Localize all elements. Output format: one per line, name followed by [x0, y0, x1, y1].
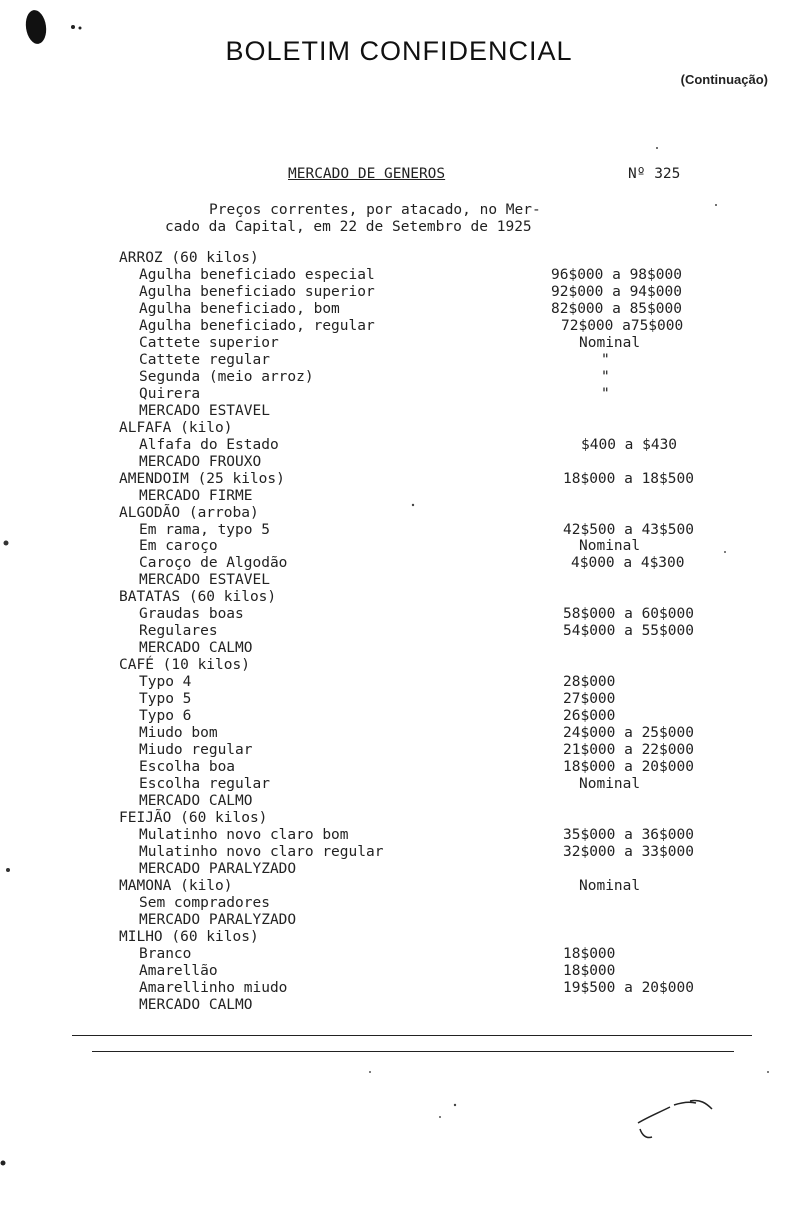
item-row [0, 640, 798, 657]
category-row [0, 878, 798, 895]
item-label: MERCADO PARALYZADO [139, 860, 297, 877]
item-label: Em caroço [139, 538, 218, 555]
price-list [0, 250, 798, 1014]
category-row [0, 657, 798, 674]
item-row [0, 895, 798, 912]
item-row [0, 488, 798, 505]
price-value: 92$000 a 94$000 [551, 283, 682, 300]
item-label: Caroço de Algodão [139, 555, 288, 572]
price-value: 18$000 a 20$000 [563, 759, 694, 776]
item-row [0, 963, 798, 980]
price-value: 18$000 [563, 945, 616, 962]
item-label: Escolha regular [139, 776, 270, 793]
item-label: Amarellão [139, 962, 218, 979]
item-row [0, 861, 798, 878]
price-value: 18$000 a 18$500 [563, 470, 694, 487]
item-row [0, 623, 798, 640]
item-row [0, 572, 798, 589]
item-label: MERCADO CALMO [139, 640, 253, 657]
item-label: Agulha beneficiado, regular [139, 317, 375, 334]
divider-line [92, 1051, 734, 1052]
price-value: 21$000 a 22$000 [563, 742, 694, 759]
item-row [0, 335, 798, 352]
item-label: Amarellinho miudo [139, 979, 288, 996]
category-row [0, 589, 798, 606]
category-label: MAMONA (kilo) [119, 877, 233, 894]
item-label: MERCADO ESTAVEL [139, 572, 270, 589]
item-label: Sem compradores [139, 894, 270, 911]
price-value: 82$000 a 85$000 [551, 300, 682, 317]
price-value: 42$500 a 43$500 [563, 521, 694, 538]
item-label: Mulatinho novo claro regular [139, 843, 384, 860]
price-value: Nominal [579, 877, 641, 894]
category-label: ALFAFA (kilo) [119, 419, 233, 436]
item-row [0, 267, 798, 284]
category-row [0, 250, 798, 267]
item-label: Agulha beneficiado superior [139, 283, 375, 300]
item-row [0, 844, 798, 861]
item-row [0, 386, 798, 403]
signature-mark [630, 1095, 720, 1145]
item-row [0, 318, 798, 335]
price-value: 27$000 [563, 691, 616, 708]
item-label: Branco [139, 945, 192, 962]
item-label: Cattete superior [139, 334, 279, 351]
item-label: Mulatinho novo claro bom [139, 826, 349, 843]
price-value: Nominal [579, 776, 641, 793]
price-value: 35$000 a 36$000 [563, 826, 694, 843]
item-label: Cattete regular [139, 351, 270, 368]
category-label: MILHO (60 kilos) [119, 928, 259, 945]
price-value: " [601, 368, 610, 385]
category-label: ALGODÃO (arroba) [119, 504, 259, 521]
item-row [0, 284, 798, 301]
price-value: " [601, 385, 610, 402]
section-title: MERCADO DE GENEROS [288, 166, 446, 182]
price-value: 58$000 a 60$000 [563, 606, 694, 623]
item-row [0, 776, 798, 793]
item-label: Miudo bom [139, 725, 218, 742]
price-value: 54$000 a 55$000 [563, 623, 694, 640]
intro-line-2: cado da Capital, em 22 de Setembro de 1925 [165, 219, 532, 235]
item-label: Regulares [139, 623, 218, 640]
item-label: Miudo regular [139, 742, 253, 759]
item-label: Typo 6 [139, 708, 192, 725]
price-value: 18$000 [563, 962, 616, 979]
category-row [0, 929, 798, 946]
item-label: MERCADO FIRME [139, 487, 253, 504]
item-row [0, 946, 798, 963]
price-value: 4$000 a 4$300 [571, 555, 685, 572]
item-label: Segunda (meio arroz) [139, 368, 314, 385]
continuation-label: (Continuação) [680, 72, 768, 87]
category-label: AMENDOIM (25 kilos) [119, 470, 285, 487]
category-row [0, 505, 798, 522]
item-label: Alfafa do Estado [139, 436, 279, 453]
category-label: FEIJÃO (60 kilos) [119, 809, 268, 826]
category-label: ARROZ (60 kilos) [119, 250, 259, 266]
item-row [0, 369, 798, 386]
item-label: Escolha boa [139, 759, 236, 776]
item-row [0, 454, 798, 471]
item-row [0, 912, 798, 929]
item-row [0, 997, 798, 1014]
item-label: Typo 4 [139, 674, 192, 691]
item-row [0, 437, 798, 454]
item-label: Em rama, typo 5 [139, 521, 270, 538]
page-title: BOLETIM CONFIDENCIAL [225, 36, 573, 66]
item-row [0, 555, 798, 572]
item-row [0, 742, 798, 759]
item-row [0, 980, 798, 997]
price-value: 28$000 [563, 674, 616, 691]
item-row [0, 522, 798, 539]
item-label: Agulha beneficiado, bom [139, 300, 340, 317]
price-value: " [601, 351, 610, 368]
item-row [0, 352, 798, 369]
item-row [0, 606, 798, 623]
item-row [0, 674, 798, 691]
item-label: MERCADO CALMO [139, 996, 253, 1013]
item-label: Graudas boas [139, 606, 244, 623]
price-value: Nominal [579, 334, 641, 351]
item-row [0, 708, 798, 725]
item-row [0, 538, 798, 555]
item-label: MERCADO ESTAVEL [139, 402, 270, 419]
category-label: CAFÉ (10 kilos) [119, 657, 250, 674]
item-row [0, 301, 798, 318]
item-label: MERCADO CALMO [139, 793, 253, 809]
category-label: BATATAS (60 kilos) [119, 589, 277, 606]
price-value: $400 a $430 [581, 436, 678, 453]
bulletin-number: Nº 325 [628, 166, 681, 182]
category-row [0, 471, 798, 488]
item-row [0, 827, 798, 844]
item-label: MERCADO FROUXO [139, 453, 262, 470]
price-value: 19$500 a 20$000 [563, 979, 694, 996]
item-row [0, 403, 798, 420]
item-label: Typo 5 [139, 691, 192, 708]
price-value: Nominal [579, 538, 641, 555]
price-value: 32$000 a 33$000 [563, 843, 694, 860]
price-value: 24$000 a 25$000 [563, 725, 694, 742]
intro-line-1: Preços correntes, por atacado, no Mer- [209, 202, 541, 218]
item-row [0, 691, 798, 708]
price-value: 72$000 a75$000 [561, 317, 684, 334]
item-row [0, 725, 798, 742]
item-label: Agulha beneficiado especial [139, 266, 375, 283]
item-label: Quirera [139, 385, 201, 402]
item-row [0, 793, 798, 810]
category-row [0, 420, 798, 437]
category-row [0, 810, 798, 827]
price-value: 26$000 [563, 708, 616, 725]
item-label: MERCADO PARALYZADO [139, 911, 297, 928]
price-value: 96$000 a 98$000 [551, 266, 682, 283]
item-row [0, 759, 798, 776]
divider-line [72, 1035, 752, 1036]
